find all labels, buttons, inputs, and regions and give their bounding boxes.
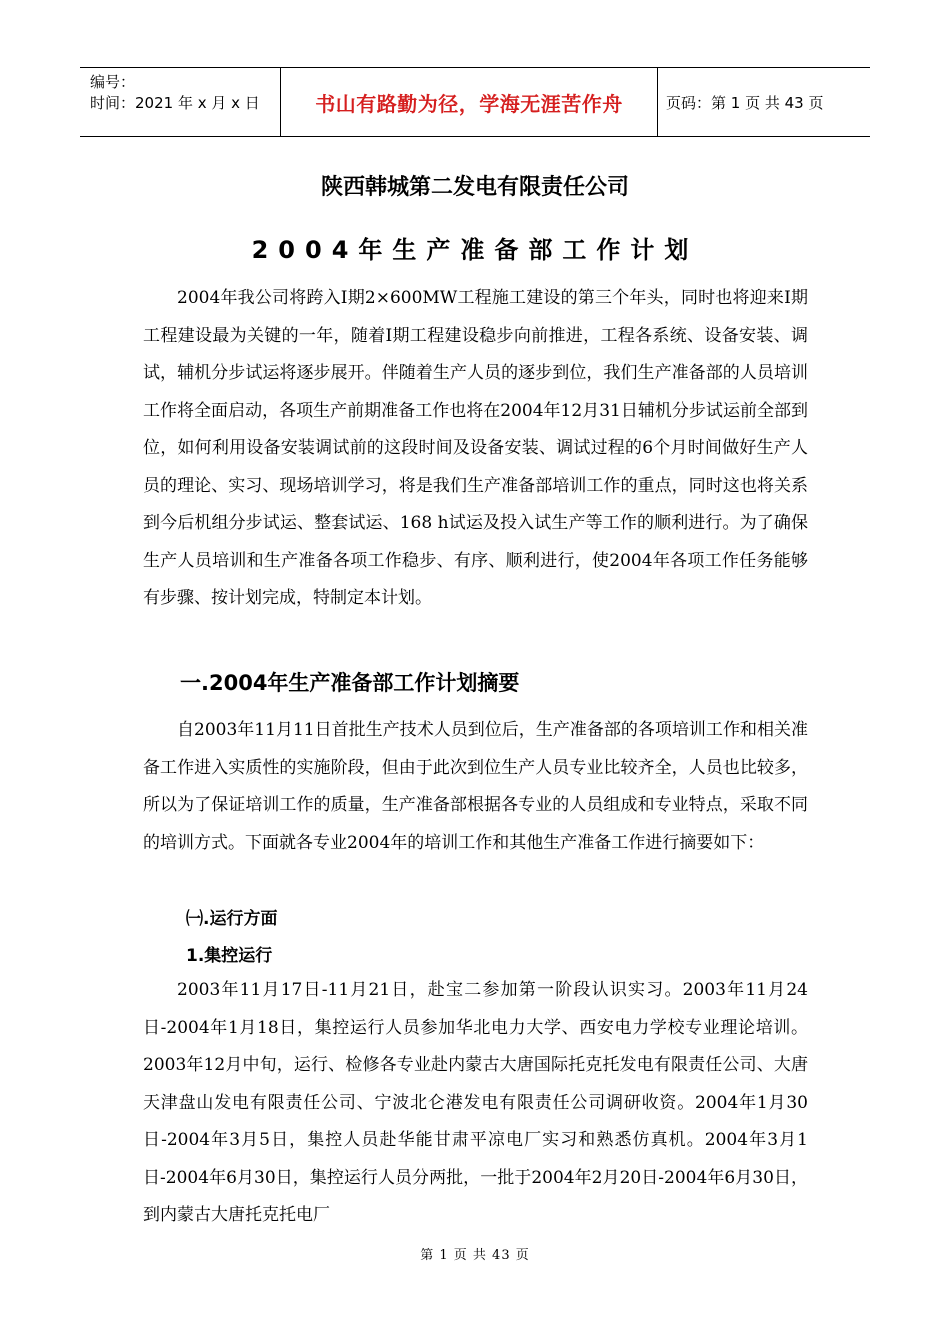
item-heading: 1.集控运行 xyxy=(186,946,273,966)
time-label: 时间：2021 年 x 月 x 日 xyxy=(90,94,260,112)
section-heading: 一.2004年生产准备部工作计划摘要 xyxy=(180,671,520,695)
page-footer: 第 1 页 共 43 页 xyxy=(420,1248,530,1263)
intro-paragraph: 2004年我公司将跨入I期2×600MW工程施工建设的第三个年头，同时也将迎来I期工程建设最为关键的一年，随着I期工程建设稳步向前推进，工程各系统、设备安装、调试，辅机分步试运将逐步展开。伴随着生产人员的逐步到位，我们生产准备部的人员培训工作将全面启动，各项生产前期准备工作也将在2004年12月31日辅机分步试运前全部到位，如何利用设备安装调试前的这段时间及设备安装、调试过程的6个月时间做好生产人员的理论、实习、现场培训学习，将是我们生产准备部培训工作的重点，同时这也将关系到今后机组分步试运、整套试运、168 h试运及投入试生产等工作的顺利进行。为了确保生产人员培训和生产准备各项工作稳步、有序、顺利进行，使2004年各项工作任务能够有步骤、按计划完成，特制定本计划。 xyxy=(143,288,808,608)
sub-heading: ㈠.运行方面 xyxy=(186,909,278,929)
section-paragraph: 自2003年11月11日首批生产技术人员到位后，生产准备部的各项培训工作和相关准备工作进入实质性的实施阶段，但由于此次到位生产人员专业比较齐全，人员也比较多，所以为了保证培训工作的质量，生产准备部根据各专业的人员组成和专业特点，采取不同的培训方式。下面就各专业2004年的培训工作和其他生产准备工作进行摘要如下： xyxy=(143,720,808,853)
page-info: 页码：第 1 页 共 43 页 xyxy=(666,93,824,112)
header-motto-cell xyxy=(280,68,658,136)
motto: 书山有路勤为径，学海无涯苦作舟 xyxy=(315,91,623,116)
company-name: 陕西韩城第二发电有限责任公司 xyxy=(320,175,629,200)
header-table xyxy=(80,67,870,137)
page-title: 2004年生产准备部工作计划 xyxy=(251,236,699,264)
header-left-cell xyxy=(80,68,280,136)
serial-label: 编号： xyxy=(90,73,136,91)
item-paragraph: 2003年11月17日-11月21日，赴宝二参加第一阶段认识实习。2003年11月24日-2004年1月18日，集控运行人员参加华北电力大学、西安电力学校专业理论培训。 2003年12月中旬，运行、检修各专业赴内蒙古大唐国际托克托发电有限责任公司、大唐天津盘山发电有限责任公司、宁波北仑港发电有限责任公司调研收资。2004年1月30日-2004年3月5日，集控人员赴华能甘肃平凉电厂实习和熟悉仿真机。2004年3月1日-2004年6月30日，集控运行人员分两批，一批于2004年2月20日-2004年6月30日，到内蒙古大唐托克托电厂 xyxy=(143,980,808,1225)
header-page-cell xyxy=(658,68,870,136)
